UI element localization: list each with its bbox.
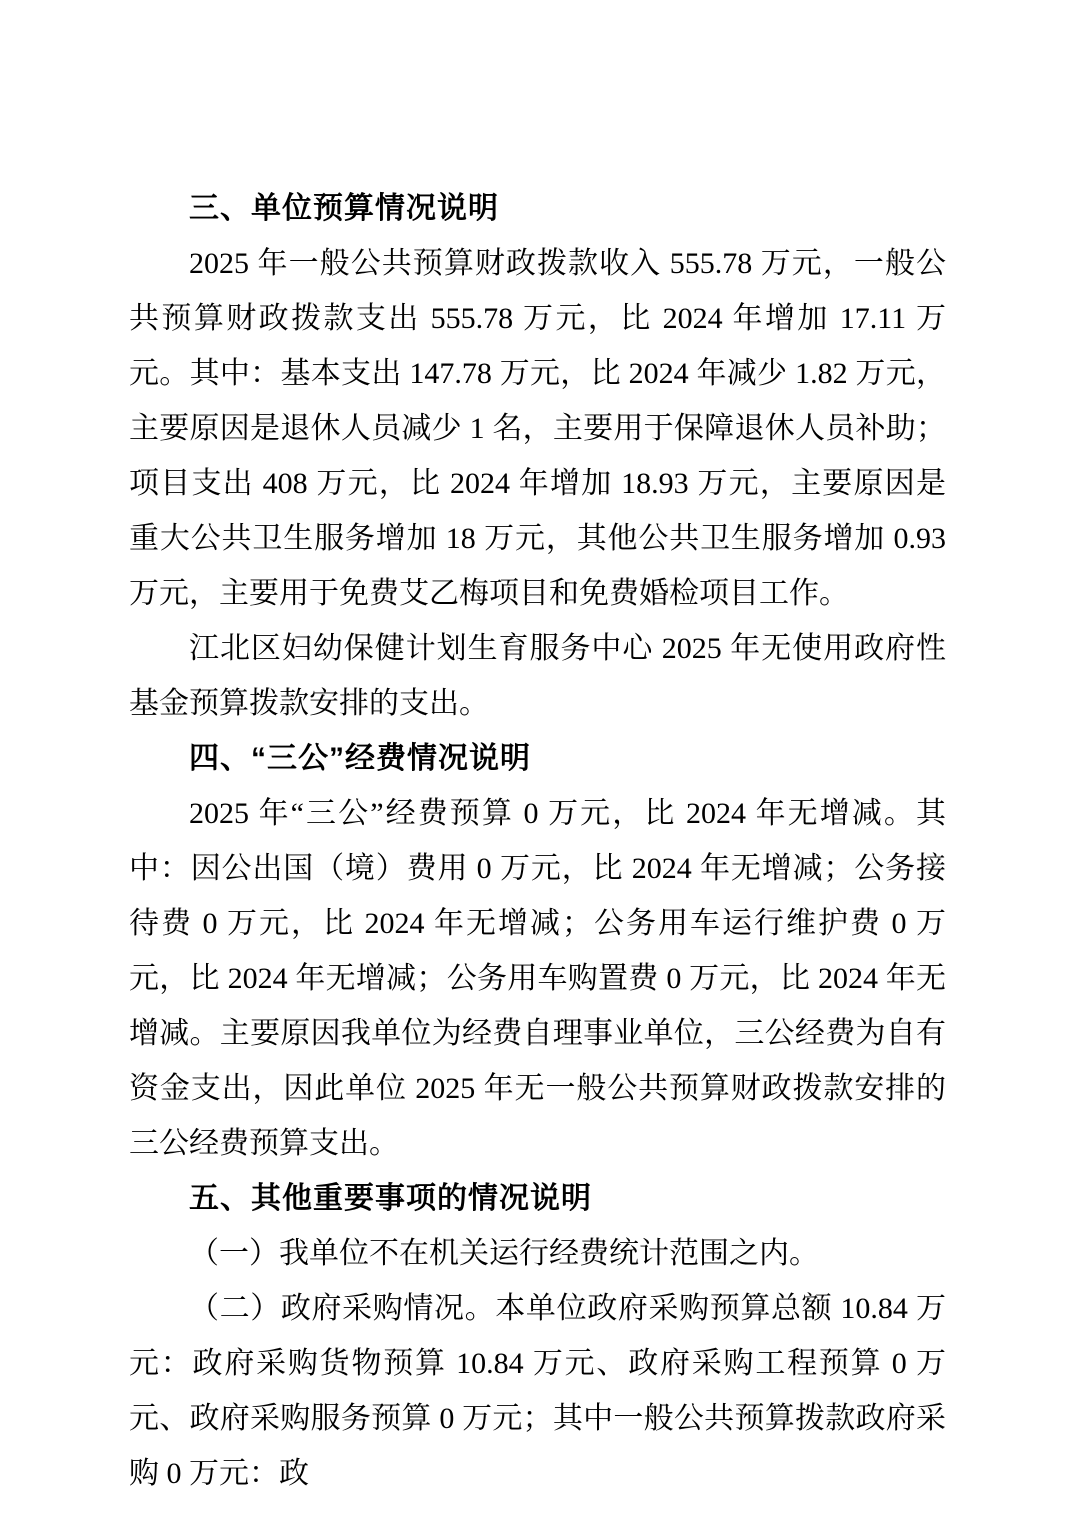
paragraph-operating-expense-scope: （一）我单位不在机关运行经费统计范围之内。 bbox=[189, 1237, 819, 1270]
section-heading-budget-overview: 三、单位预算情况说明 bbox=[189, 192, 499, 225]
paragraph-budget-detail: 2025 年一般公共预算财政拨款收入 555.78 万元，一般公共预算财政拨款支出 555.78 万元，比 2024 年增加 17.11 万元。其中：基本支出 147.78 万元，比 2024 年减少 1.82 万元，主要原因是退休人员减少 1 名，主要用于保障退休人员补助；项目支出 408 万元，比 2024 年增加 18.93 万元，主要原因是重大公共卫生服务增加 18 万元，其他公共卫生服务增加 0.93 万元，主要用于免费艾乙梅项目和免费婚检项目工作。 bbox=[129, 247, 946, 610]
section-heading-other-important-matters: 五、其他重要事项的情况说明 bbox=[189, 1182, 592, 1215]
paragraph-three-public-expenses-detail: 2025 年“三公”经费预算 0 万元，比 2024 年无增减。其中：因公出国（境）费用 0 万元，比 2024 年无增减；公务接待费 0 万元，比 2024 年无增减；公务用车运行维护费 0 万元，比 2024 年无增减；公务用车购置费 0 万元，比 2024 年无增减。主要原因我单位为经费自理事业单位，三公经费为自有资金支出，因此单位 2025 年无一般公共预算财政拨款安排的三公经费预算支出。 bbox=[129, 797, 946, 1160]
paragraph-government-procurement: （二）政府采购情况。本单位政府采购预算总额 10.84 万元：政府采购货物预算 10.84 万元、政府采购工程预算 0 万元、政府采购服务预算 0 万元；其中一般公共预算拨款政府采购 0 万元：政 bbox=[129, 1292, 946, 1490]
section-heading-three-public-expenses: 四、“三公”经费情况说明 bbox=[189, 742, 531, 775]
paragraph-government-fund: 江北区妇幼保健计划生育服务中心 2025 年无使用政府性基金预算拨款安排的支出。 bbox=[129, 632, 946, 720]
